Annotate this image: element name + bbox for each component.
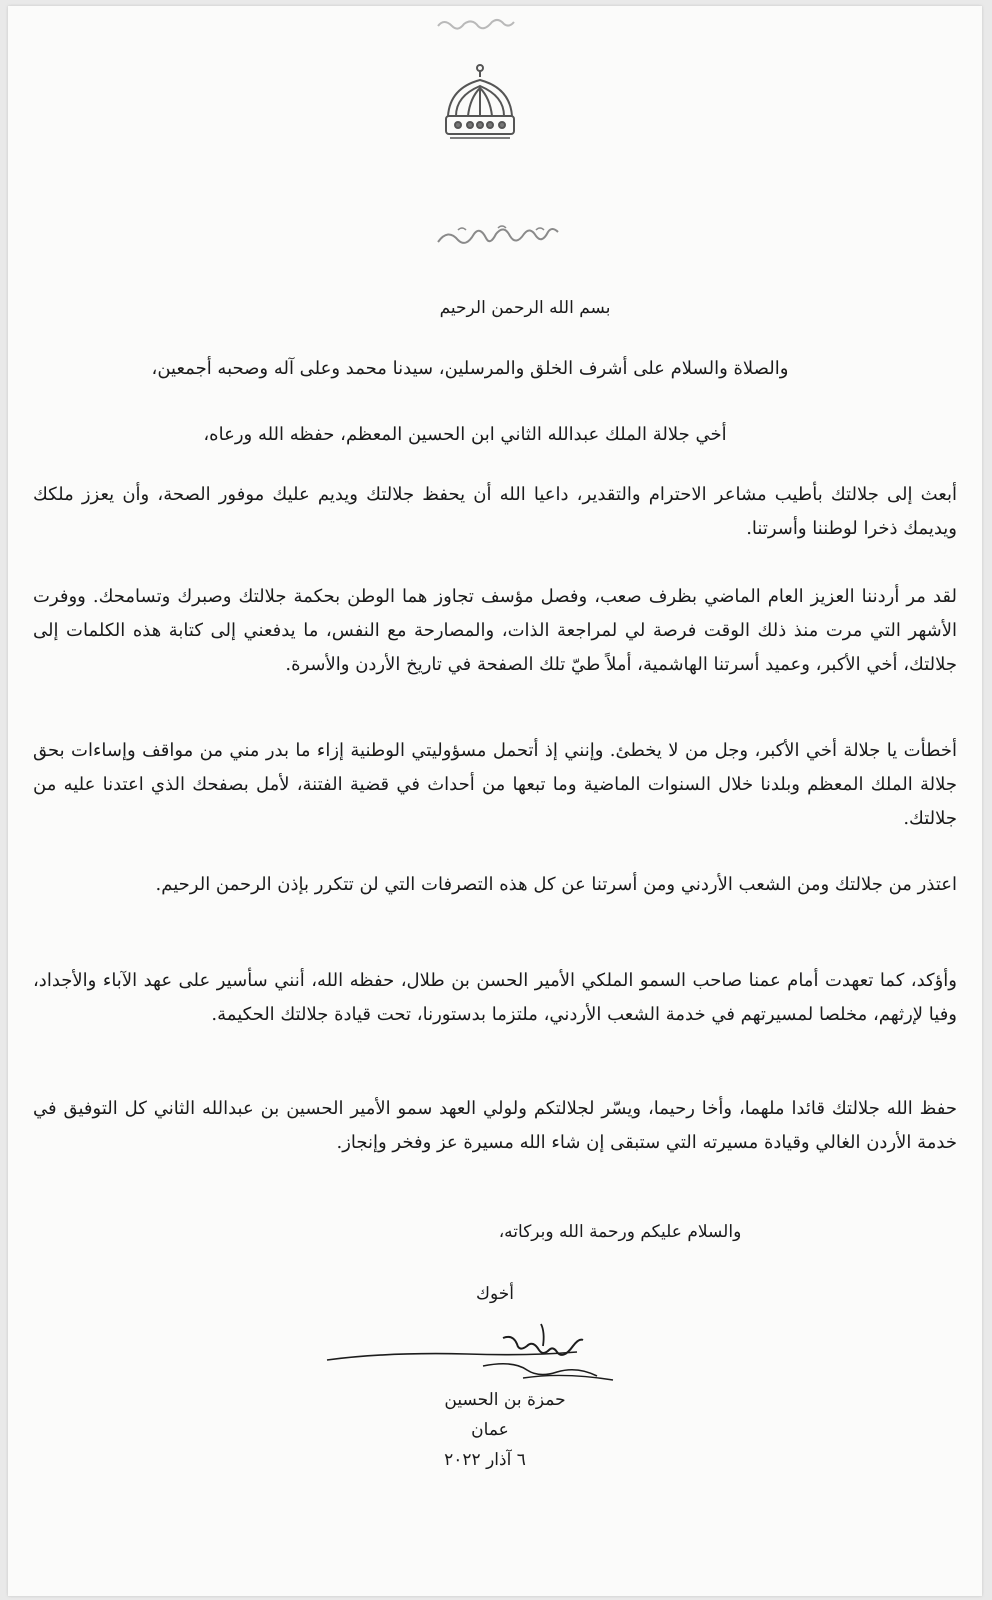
salutation-line: أخي جلالة الملك عبدالله الثاني ابن الحسين المعظم، حفظه الله ورعاه،	[203, 424, 727, 445]
signoff: أخوك	[475, 1284, 515, 1304]
date: ٦ آذار ٢٠٢٢	[444, 1450, 526, 1470]
place: عمان	[471, 1420, 509, 1440]
monogram-calligraphy	[428, 216, 578, 256]
signer-name: حمزة بن الحسين	[444, 1390, 566, 1410]
paragraph-3: أخطأت يا جلالة أخي الأكبر، وجل من لا يخطئ. وإنني إذ أتحمل مسؤوليتي الوطنية إزاء ما بدر مني من مواقف وإساءات بحق جلالة الملك المعظم وبلدنا خلال السنوات الماضية وما تبعها من أحداث في قضية الفتنة، لأمل بصفحك الذي اعتدنا عليه من جلالتك.	[33, 740, 957, 829]
paragraph-6: حفظ الله جلالتك قائدا ملهما، وأخا رحيما، ويسّر لجلالتكم ولولي العهد سمو الأمير الحسين بن عبدالله الثاني كل التوفيق في خدمة الأردن الغالي وقيادة مسيرته التي ستبقى إن شاء الله مسيرة عز وفخر وإنجاز.	[33, 1098, 957, 1153]
crown-icon	[446, 65, 514, 138]
salawat-line: والصلاة والسلام على أشرف الخلق والمرسلين، سيدنا محمد وعلى آله وصحبه أجمعين،	[151, 358, 789, 379]
signature-mark	[323, 1312, 643, 1392]
paragraph-4: اعتذر من جلالتك ومن الشعب الأردني ومن أسرتنا عن كل هذه التصرفات التي لن تتكرر بإذن الرحمن الرحيم.	[155, 874, 957, 895]
basmala: بسم الله الرحمن الرحيم	[439, 298, 611, 318]
top-script-mark	[438, 20, 514, 29]
paragraph-5: وأؤكد، كما تعهدت أمام عمنا صاحب السمو الملكي الأمير الحسن بن طلال، حفظه الله، أنني سأسير على عهد الآباء والأجداد، وفيا لإرثهم، مخلصا لمسيرتهم في خدمة الشعب الأردني، ملتزما بدستورنا، تحت قيادة جلالتك الحكيمة.	[33, 970, 957, 1025]
closing-greeting: والسلام عليكم ورحمة الله وبركاته،	[498, 1222, 742, 1242]
paragraph-1: أبعث إلى جلالتك بأطيب مشاعر الاحترام والتقدير، داعيا الله أن يحفظ جلالتك ويديم عليك موفور الصحة، وأن يعزز ملكك ويديمك ذخرا لوطننا وأسرتنا.	[33, 484, 957, 539]
letterhead-emblem	[420, 6, 570, 206]
paragraph-2: لقد مر أردننا العزيز العام الماضي بظرف صعب، وفصل مؤسف تجاوز هما الوطن بحكمة جلالتك وصبرك وتسامحك. ووفرت الأشهر التي مرت منذ ذلك الوقت فرصة لي لمراجعة الذات، والمصارحة مع النفس، ما يدفعني إلى كتابة هذه الكلمات إلى جلالتك، أخي الأكبر، وعميد أسرتنا الهاشمية، أملاً طيّ تلك الصفحة في تاريخ الأردن والأسرة.	[33, 586, 957, 675]
letter-page	[8, 6, 982, 1596]
